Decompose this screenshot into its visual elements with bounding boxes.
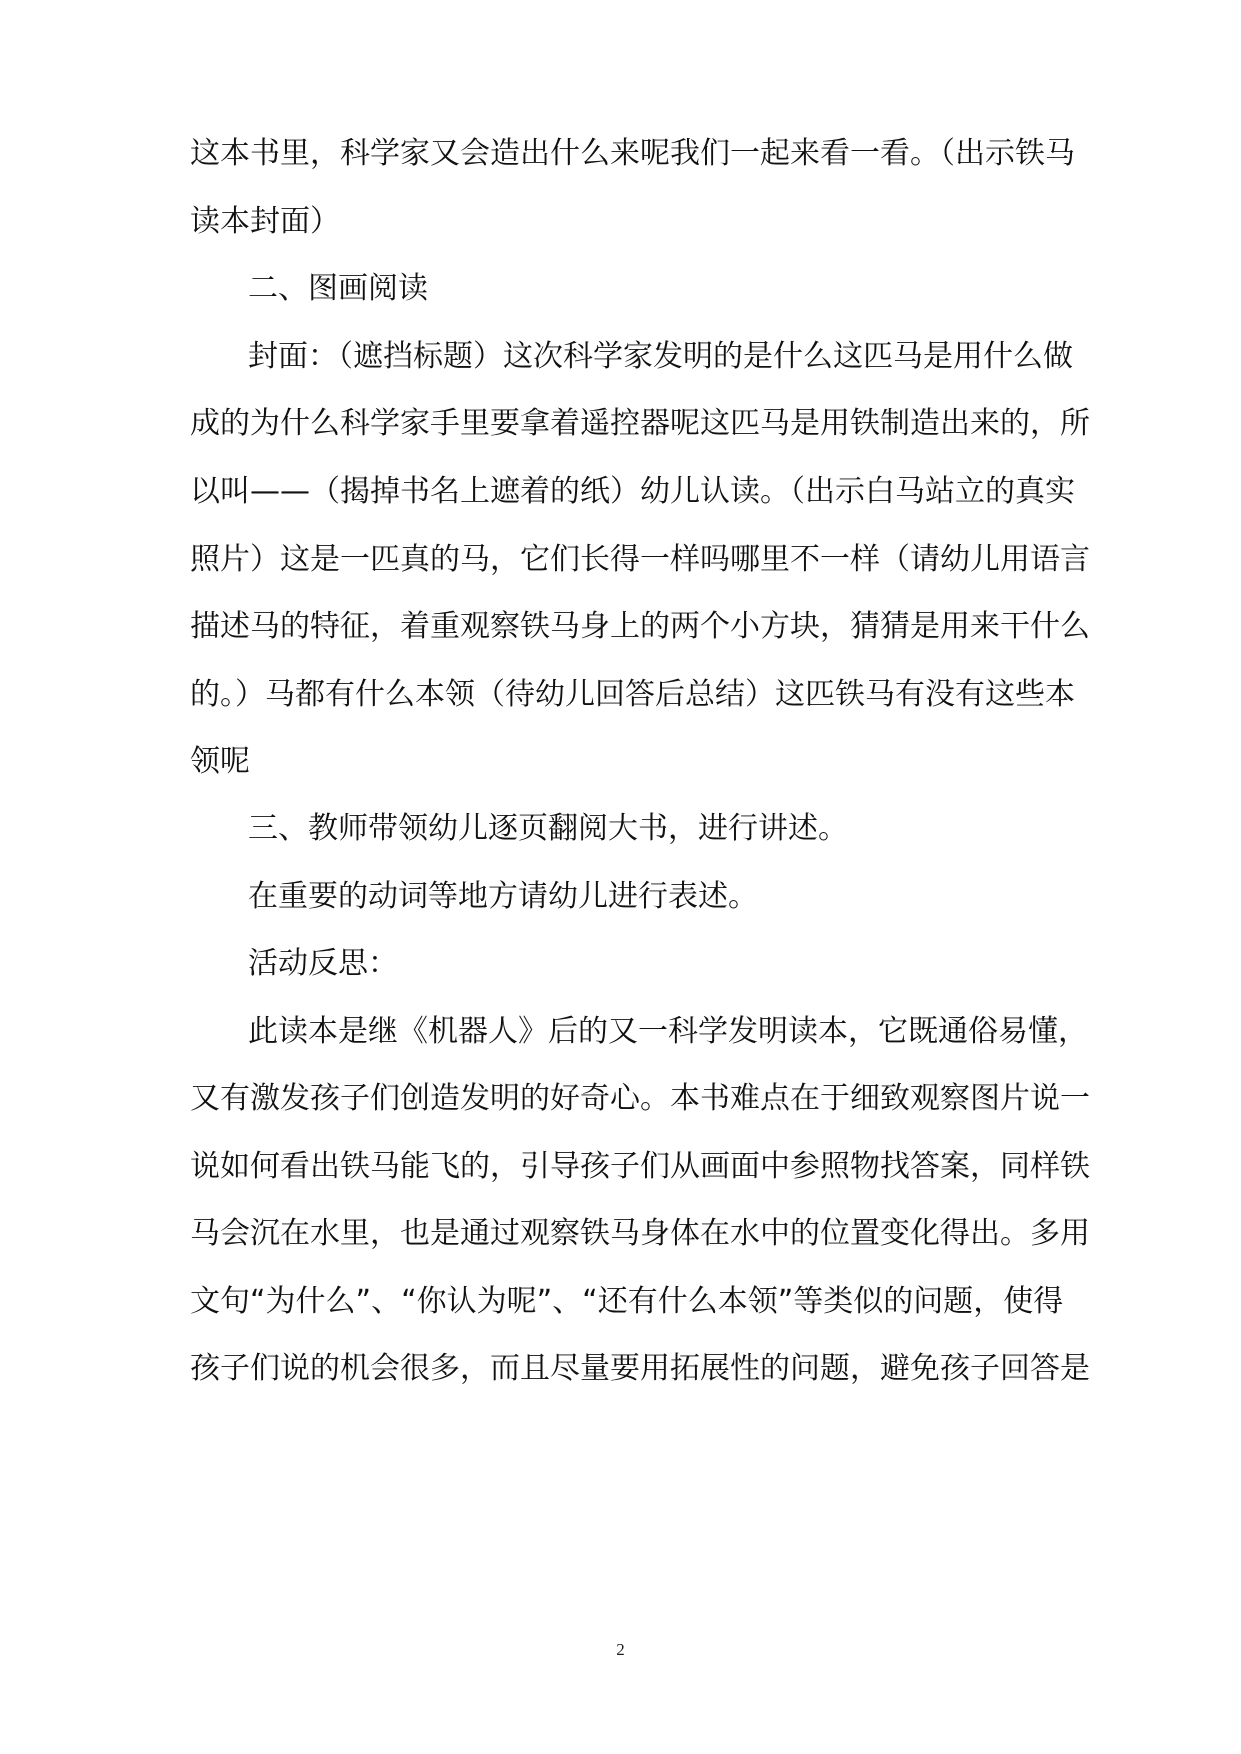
text-line: 以叫——（揭掉书名上遮着的纸）幼儿认读。（出示白马站立的真实 <box>190 474 1075 509</box>
text-line: 成的为什么科学家手里要拿着遥控器呢这匹马是用铁制造出来的，所 <box>190 406 1090 441</box>
text-line: 描述马的特征，着重观察铁马身上的两个小方块，猜猜是用来干什么 <box>190 609 1090 644</box>
text-line: 的。）马都有什么本领（待幼儿回答后总结）这匹铁马有没有这些本 <box>190 677 1075 712</box>
text-line: 在重要的动词等地方请幼儿进行表述。 <box>248 879 758 914</box>
text-line: 封面：（遮挡标题）这次科学家发明的是什么这匹马是用什么做 <box>248 339 1073 374</box>
section-heading: 二、图画阅读 <box>248 271 428 306</box>
page-number: 2 <box>616 1640 625 1659</box>
text-line: 说如何看出铁马能飞的，引导孩子们从画面中参照物找答案，同样铁 <box>190 1149 1090 1184</box>
text-line: 孩子们说的机会很多，而且尽量要用拓展性的问题，避免孩子回答是 <box>190 1351 1090 1386</box>
text-line: 又有激发孩子们创造发明的好奇心。本书难点在于细致观察图片说一 <box>190 1081 1090 1116</box>
text-line: 此读本是继《机器人》后的又一科学发明读本，它既通俗易懂， <box>248 1014 1088 1049</box>
text-line: 读本封面） <box>190 204 340 239</box>
text-line: 文句“为什么”、“你认为呢”、“还有什么本领”等类似的问题，使得 <box>190 1284 1064 1319</box>
text-line: 马会沉在水里，也是通过观察铁马身体在水中的位置变化得出。多用 <box>190 1216 1090 1251</box>
text-line: 照片）这是一匹真的马，它们长得一样吗哪里不一样（请幼儿用语言 <box>190 542 1090 577</box>
section-heading: 活动反思： <box>248 946 398 981</box>
text-line: 这本书里，科学家又会造出什么来呢我们一起来看一看。（出示铁马 <box>190 136 1075 171</box>
text-line: 领呢 <box>190 744 250 779</box>
section-heading: 三、教师带领幼儿逐页翻阅大书，进行讲述。 <box>248 811 848 846</box>
